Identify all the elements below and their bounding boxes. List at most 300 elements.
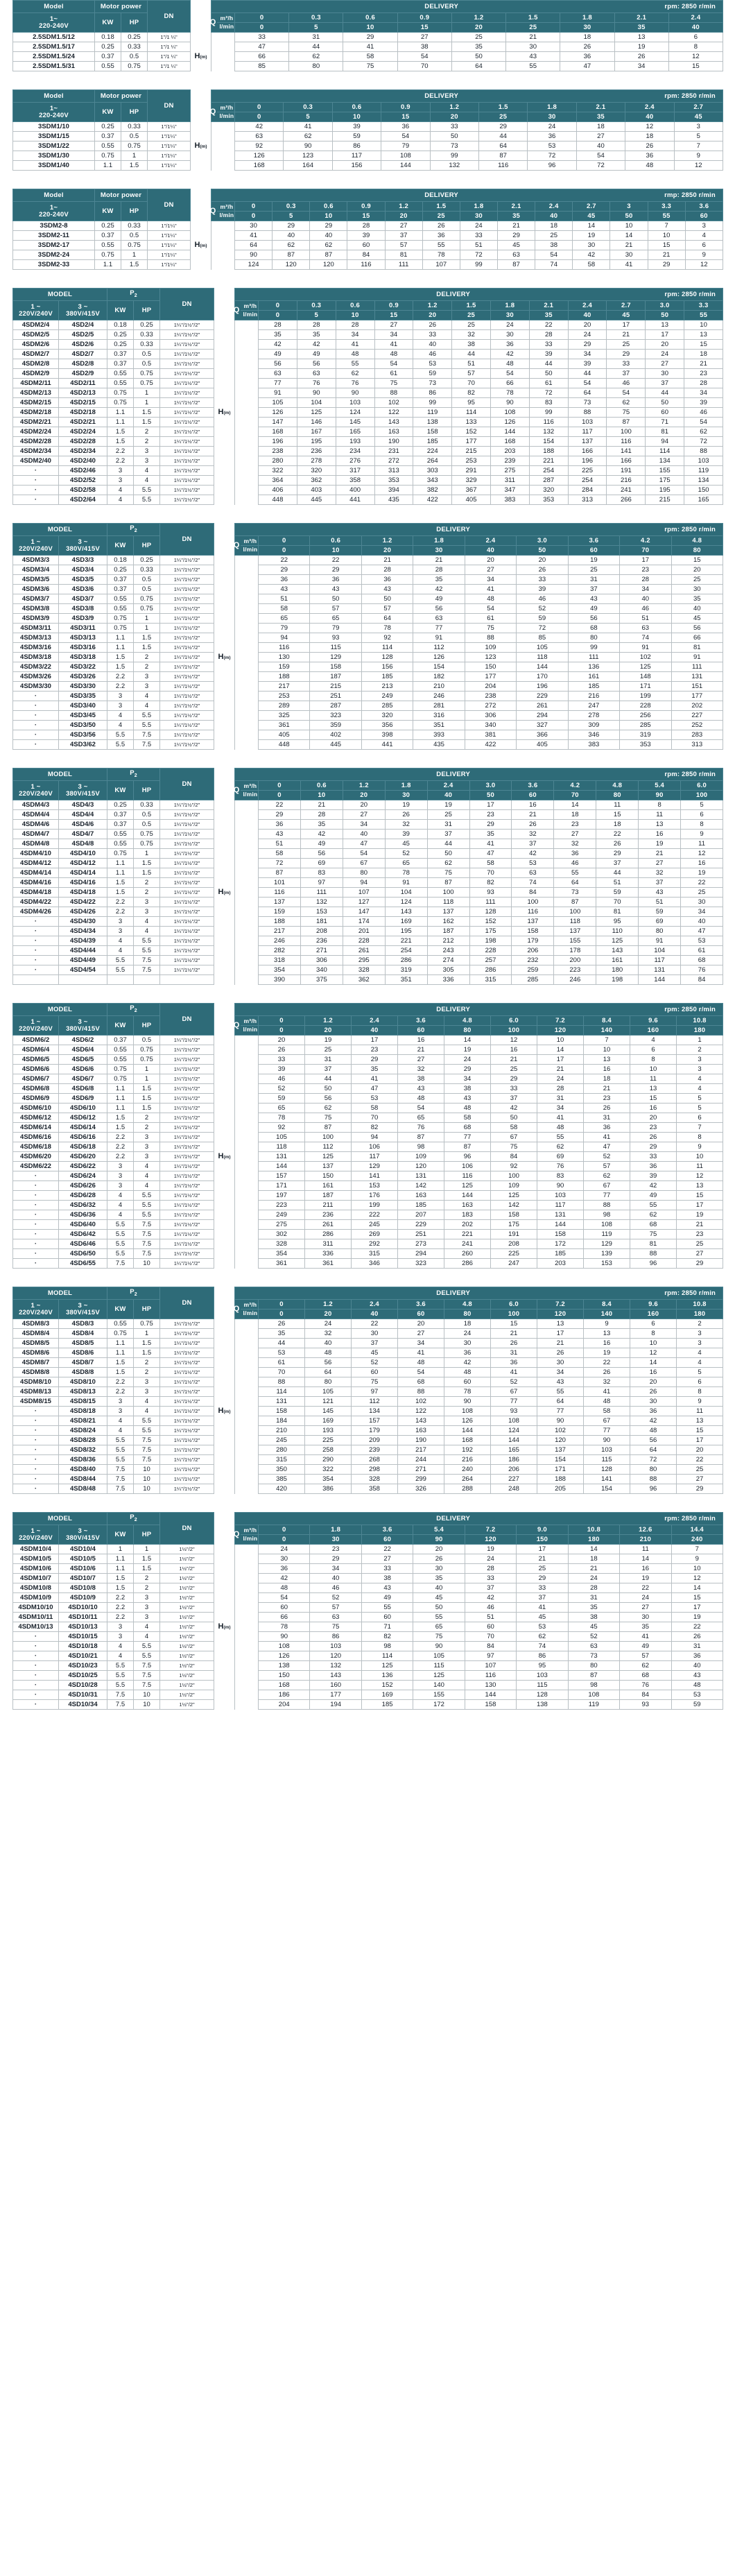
hp-cell: 2 [134,878,160,888]
head-value-cell: 30 [573,241,610,250]
kw-header: KW [107,781,134,800]
kw-cell: 0.75 [107,614,134,624]
head-value-cell: 160 [310,1681,361,1690]
head-value-cell: 77 [491,1397,537,1407]
q-spacer-cell [235,427,259,437]
head-value-cell: 14 [610,231,648,241]
model-3phase-cell: 4SD8/40 [59,1465,107,1475]
model-1phase-cell: 4SDM6/12 [13,1113,59,1123]
head-value-cell: 329 [452,476,491,486]
h-label-cell [214,1084,235,1094]
head-value-cell: 106 [352,1142,398,1152]
flow-lmin-1: 5 [273,212,310,221]
head-value-cell: 340 [465,721,516,730]
q-spacer-cell [211,132,235,141]
head-value-cell: 77 [537,1407,584,1416]
table-row [13,427,723,437]
head-value-cell: 302 [259,1230,305,1239]
head-value-cell: 20 [630,1113,677,1123]
h-label-cell: H(m) [191,52,211,62]
head-value-cell: 201 [343,927,385,936]
head-value-cell: 87 [310,250,347,260]
head-value-cell: 44 [427,839,469,849]
head-value-cell: 83 [529,398,568,408]
kw-cell: 2.2 [107,1377,134,1387]
table-row [13,1484,723,1494]
dn-cell: 1¼"/1½"/2" [160,1436,214,1445]
head-value-cell: 72 [460,250,497,260]
head-value-cell: 28 [465,1564,516,1574]
h-label-cell [214,1681,235,1690]
head-value-cell: 30 [671,585,723,594]
head-value-cell: 42 [235,122,284,132]
table-header [13,524,723,556]
model-1phase-cell: · [13,1700,59,1710]
head-value-cell: 90 [537,1181,584,1191]
head-value-cell: 23 [620,565,671,575]
head-value-cell: 305 [427,965,469,975]
head-value-cell: 45 [517,1613,568,1622]
head-value-cell: 27 [374,320,413,330]
head-value-cell: 23 [630,1123,677,1133]
head-value-cell: 99 [460,260,497,270]
head-value-cell: 191 [491,1230,537,1239]
head-value-cell: 286 [469,965,512,975]
model-3phase-cell: 4SD2/24 [59,427,107,437]
head-value-cell: 87 [427,878,469,888]
h-label-cell [214,556,235,565]
head-value-cell: 138 [517,1700,568,1710]
head-value-cell: 60 [444,1377,491,1387]
head-value-cell: 55 [554,868,596,878]
flow-m3h-1: 0.3 [289,13,343,23]
head-value-cell: 125 [444,1181,491,1191]
head-value-cell: 38 [361,1574,413,1583]
model-1phase-cell: · [13,486,59,495]
h-label-cell [214,1642,235,1651]
head-value-cell: 111 [671,662,723,672]
head-value-cell: 26 [259,1319,305,1329]
head-value-cell: 4 [677,1084,723,1094]
head-value-cell: 10 [684,320,723,330]
head-value-cell: 43 [671,1671,723,1681]
table-row [13,839,723,849]
model-3phase-cell: 4SD3/16 [59,643,107,653]
flow-m3h-4: 1.2 [430,103,478,112]
head-value-cell: 26 [491,1339,537,1348]
head-value-cell: 166 [607,456,646,466]
head-value-cell: 15 [677,1426,723,1436]
delivery-header [235,524,723,536]
head-value-cell: 62 [517,1632,568,1642]
head-value-cell: 81 [596,907,639,917]
head-value-cell: 319 [385,965,427,975]
head-value-cell: 65 [259,1104,305,1113]
q-spacer-cell [235,1632,259,1642]
q-spacer-cell [235,1603,259,1613]
head-value-cell: 82 [352,1123,398,1133]
head-value-cell: 21 [517,1554,568,1564]
head-value-cell: 210 [259,1426,305,1436]
head-value-cell: 264 [413,456,452,466]
head-value-cell: 62 [273,241,310,250]
q-spacer-cell [235,388,259,398]
table-row [13,1142,723,1152]
head-value-cell: 32 [398,1065,444,1074]
head-value-cell: 58 [584,1407,630,1416]
head-value-cell: 138 [259,1661,310,1671]
h-label-cell [214,1329,235,1339]
flow-m3h-2: 1.2 [361,536,413,546]
head-value-cell: 169 [361,1690,413,1700]
head-value-cell: 25 [427,810,469,820]
model-1phase-cell: · [13,1191,59,1201]
head-value-cell: 72 [684,437,723,447]
model-3phase-cell: 4SD10/25 [59,1671,107,1681]
voltage-1phase: 1~ 220-240V [13,13,95,33]
hp-cell: 1 [134,1545,160,1554]
head-value-cell: 14 [630,1358,677,1368]
head-value-cell: 76 [620,1681,671,1690]
hp-cell: 1.5 [134,633,160,643]
head-value-cell: 17 [620,556,671,565]
head-value-cell: 58 [259,604,310,614]
head-value-cell: 37 [465,1583,516,1593]
head-value-cell: 137 [427,907,469,917]
head-value-cell: 383 [490,495,529,505]
model-3phase-cell: 4SD2/40 [59,456,107,466]
hp-cell: 7.5 [134,1239,160,1249]
q-spacer-cell [235,369,259,379]
head-value-cell: 17 [646,330,684,340]
head-value-cell: 7 [677,1123,723,1133]
head-value-cell: 30 [490,330,529,340]
kw-cell: 2.2 [107,456,134,466]
head-value-cell: 57 [310,604,361,614]
hp-cell: 4 [134,917,160,927]
head-value-cell: 29 [310,221,347,231]
flow-m3h-2: 2.4 [352,1300,398,1310]
delivery-label: DELIVERY [436,1005,471,1013]
hp-cell: 5.5 [134,1201,160,1210]
flow-m3h-9: 2.7 [573,202,610,212]
table-row [13,662,723,672]
q-spacer-cell [235,1162,259,1171]
hp-cell: 10 [134,1484,160,1494]
head-value-cell: 37 [352,1339,398,1348]
head-value-cell: 122 [374,408,413,418]
q-spacer-cell [235,379,259,388]
model-3phase-cell: 4SD2/9 [59,369,107,379]
model-3phase-cell: 4SD3/4 [59,565,107,575]
kw-header: KW [107,1016,134,1036]
head-value-cell: 318 [259,956,301,965]
dn-cell: 1¼"/1½"/2" [160,1416,214,1426]
head-value-cell: 168 [444,1436,491,1445]
head-value-cell: 61 [374,369,413,379]
kw-cell: 1.1 [107,1084,134,1094]
head-value-cell: 76 [681,965,723,975]
kw-cell: 5.5 [107,1671,134,1681]
q-spacer-cell [235,849,259,859]
head-value-cell: 150 [305,1171,352,1181]
head-value-cell: 88 [630,1475,677,1484]
head-value-cell: 88 [398,1387,444,1397]
head-value-cell: 50 [529,369,568,379]
head-value-cell: 18 [584,1074,630,1084]
head-value-cell: 45 [413,1593,465,1603]
head-value-cell: 96 [528,161,576,171]
model-3phase-cell: 4SD4/12 [59,859,107,868]
model-1phase-cell: 4SDM2/18 [13,408,59,418]
h-label-cell [214,1545,235,1554]
model-3phase-cell: 4SD4/6 [59,820,107,830]
head-value-cell: 81 [671,643,723,653]
head-value-cell: 247 [491,1259,537,1269]
head-value-cell: 30 [630,1397,677,1407]
head-value-cell: 80 [630,1465,677,1475]
head-value-cell: 10 [671,1564,723,1574]
head-value-cell: 34 [343,820,385,830]
dn-cell: 1¼"/1½"/2" [160,701,214,711]
kw-cell: 7.5 [107,1465,134,1475]
flow-m3h-0: 0 [235,202,273,212]
kw-cell: 5.5 [107,1436,134,1445]
head-value-cell: 44 [259,1339,305,1348]
head-value-cell: 72 [630,1455,677,1465]
head-value-cell: 405 [259,730,310,740]
head-value-cell: 11 [677,1407,723,1416]
q-spacer-cell [235,1554,259,1564]
h-label-cell [214,495,235,505]
head-value-cell: 251 [310,692,361,701]
head-value-cell: 87 [498,260,535,270]
head-value-cell: 49 [300,839,343,849]
head-value-cell: 382 [413,486,452,495]
table-row [13,122,723,132]
head-value-cell: 125 [297,408,336,418]
q-spacer-cell [211,151,235,161]
head-value-cell: 33 [630,1152,677,1162]
hp-cell: 4 [134,1162,160,1171]
table-row [13,1239,723,1249]
flow-lmin-9: 180 [677,1310,723,1319]
head-value-cell: 125 [413,1671,465,1681]
head-value-cell: 76 [537,1162,584,1171]
flow-m3h-0: 0 [259,781,301,791]
head-value-cell: 64 [537,1397,584,1407]
h-label-cell [191,151,211,161]
head-value-cell: 48 [490,359,529,369]
model-3phase-cell: 4SD3/6 [59,585,107,594]
head-value-cell: 286 [305,1230,352,1239]
flow-lmin-4: 20 [385,212,422,221]
table-row [13,250,723,260]
head-value-cell: 323 [310,711,361,721]
head-value-cell: 37 [596,859,639,868]
h-label-cell [214,1094,235,1104]
q-spacer-cell [235,1593,259,1603]
table-row [13,1700,723,1710]
head-value-cell: 34 [336,330,374,340]
model-1phase-cell: · [13,1455,59,1465]
q-spacer-cell [235,624,259,633]
dn-cell [160,975,214,985]
flow-lmin-3: 15 [347,212,385,221]
hp-cell: 2 [134,1583,160,1593]
flow-lmin-3: 60 [398,1026,444,1036]
q-spacer-cell [235,1445,259,1455]
head-value-cell: 35 [451,42,505,52]
q-spacer-cell [235,1259,259,1269]
kw-cell: 1.1 [95,260,121,270]
voltage-1phase: 1 ~ 220V/240V [13,536,59,556]
kw-cell: 4 [107,1426,134,1436]
head-value-cell: 141 [607,447,646,456]
model-3phase-cell: 4SD10/8 [59,1583,107,1593]
head-value-cell: 217 [259,927,301,936]
dn-cell: 1¼"/1½"/2" [160,340,214,350]
model-1phase-cell: 4SDM8/6 [13,1348,59,1358]
flow-lmin-5: 100 [491,1026,537,1036]
head-value-cell: 44 [289,42,343,52]
head-value-cell: 126 [490,418,529,427]
table-row [13,888,723,898]
model-1phase-cell: · [13,1259,59,1269]
table-row [13,1445,723,1455]
head-value-cell: 49 [259,350,297,359]
head-value-cell: 40 [273,231,310,241]
head-value-cell: 54 [607,388,646,398]
kw-cell: 0.55 [107,839,134,849]
q-spacer-cell [235,878,259,888]
head-value-cell: 87 [607,418,646,427]
flow-lmin-0: 0 [259,311,297,320]
q-spacer-cell [235,1171,259,1181]
head-value-cell: 37 [646,379,684,388]
head-value-cell: 54 [259,1593,310,1603]
flow-m3h-8: 4.8 [596,781,639,791]
h-label-cell [214,1191,235,1201]
h-label-cell [214,1436,235,1445]
head-value-cell: 186 [259,1690,310,1700]
head-value-cell: 6 [630,1319,677,1329]
head-value-cell: 16 [584,1065,630,1074]
head-value-cell: 258 [305,1445,352,1455]
dn-cell: 1¼"/1½"/2" [160,1368,214,1377]
model-1phase-cell: 4SDM3/26 [13,672,59,682]
head-value-cell: 94 [343,878,385,888]
model-3phase-cell: 4SD6/5 [59,1055,107,1065]
kw-header: KW [107,1300,134,1319]
head-value-cell: 53 [352,1094,398,1104]
dn-cell: 1¼"/1½"/2" [160,1239,214,1249]
head-value-cell: 56 [305,1358,352,1368]
dn-cell: 1"/1¼" [148,132,191,141]
head-value-cell: 313 [568,495,607,505]
model-3phase-cell: 4SD8/8 [59,1368,107,1377]
head-value-cell: 10 [648,231,685,241]
flow-lmin-1: 20 [305,1026,352,1036]
kw-cell: 4 [107,946,134,956]
head-value-cell: 194 [310,1700,361,1710]
q-spacer-cell [235,1407,259,1416]
flow-lmin-6: 60 [568,546,619,556]
model-1phase-cell: 4SDM8/5 [13,1339,59,1348]
head-value-cell: 191 [607,466,646,476]
h-label-cell [214,839,235,849]
model-1phase-cell: 4SDM10/11 [13,1613,59,1622]
dn-cell: 1¼"/1½"/2" [160,662,214,672]
head-value-cell: 35 [469,830,512,839]
flow-m3h-7: 2.1 [614,13,668,23]
hp-cell: 1.5 [121,161,148,171]
h-label-cell [214,1133,235,1142]
table-row [13,1387,723,1397]
kw-cell: 0.37 [107,810,134,820]
table-row [13,730,723,740]
kw-cell: 4 [107,1642,134,1651]
model-1phase-cell: · [13,1210,59,1220]
head-value-cell: 285 [620,721,671,730]
flow-m3h-9: 2.7 [674,103,723,112]
head-value-cell: 96 [444,1152,491,1162]
head-value-cell: 19 [671,1613,723,1622]
flow-m3h-6: 7.2 [537,1300,584,1310]
model-3phase-cell: 4SD3/8 [59,604,107,614]
hp-cell: 4 [134,476,160,486]
head-value-cell: 6 [630,1045,677,1055]
head-value-cell: 18 [560,33,614,42]
dn-cell: 1¼"/1½"/2" [160,1358,214,1368]
head-value-cell: 143 [398,1416,444,1426]
hp-cell: 0.5 [121,231,148,241]
table-row [13,1681,723,1690]
head-value-cell: 190 [398,1436,444,1445]
model-1phase-cell: 4SDM2/7 [13,350,59,359]
head-value-cell: 43 [361,1583,413,1593]
head-value-cell: 49 [297,350,336,359]
head-value-cell: 67 [491,1133,537,1142]
head-value-cell: 88 [630,1249,677,1259]
dn-cell: 1¼"/1½"/2" [160,1181,214,1191]
hp-cell: 0.25 [134,320,160,330]
head-value-cell: 186 [491,1455,537,1465]
model-3phase-cell: 4SD8/6 [59,1348,107,1358]
q-spacer-cell [235,682,259,692]
model-3phase-cell: 4SD2/4 [59,320,107,330]
hp-cell [134,975,160,985]
head-value-cell: 100 [427,888,469,898]
head-value-cell: 125 [305,1152,352,1162]
head-value-cell: 26 [584,1368,630,1377]
head-value-cell: 72 [517,624,568,633]
flow-lmin-7: 35 [529,311,568,320]
head-value-cell: 364 [259,476,297,486]
model-1phase-cell: · [13,1661,59,1671]
kw-cell: 4 [107,711,134,721]
head-value-cell: 13 [646,320,684,330]
delivery-label: DELIVERY [424,2,459,10]
head-value-cell: 286 [444,1259,491,1269]
model-header: Model [13,1,95,13]
head-value-cell: 74 [512,878,554,888]
head-value-cell: 168 [235,161,284,171]
kw-cell: 0.25 [107,565,134,575]
model-3phase-cell: 4SD6/2 [59,1036,107,1045]
head-value-cell: 41 [343,42,397,52]
model-3phase-cell: 4SD6/18 [59,1142,107,1152]
